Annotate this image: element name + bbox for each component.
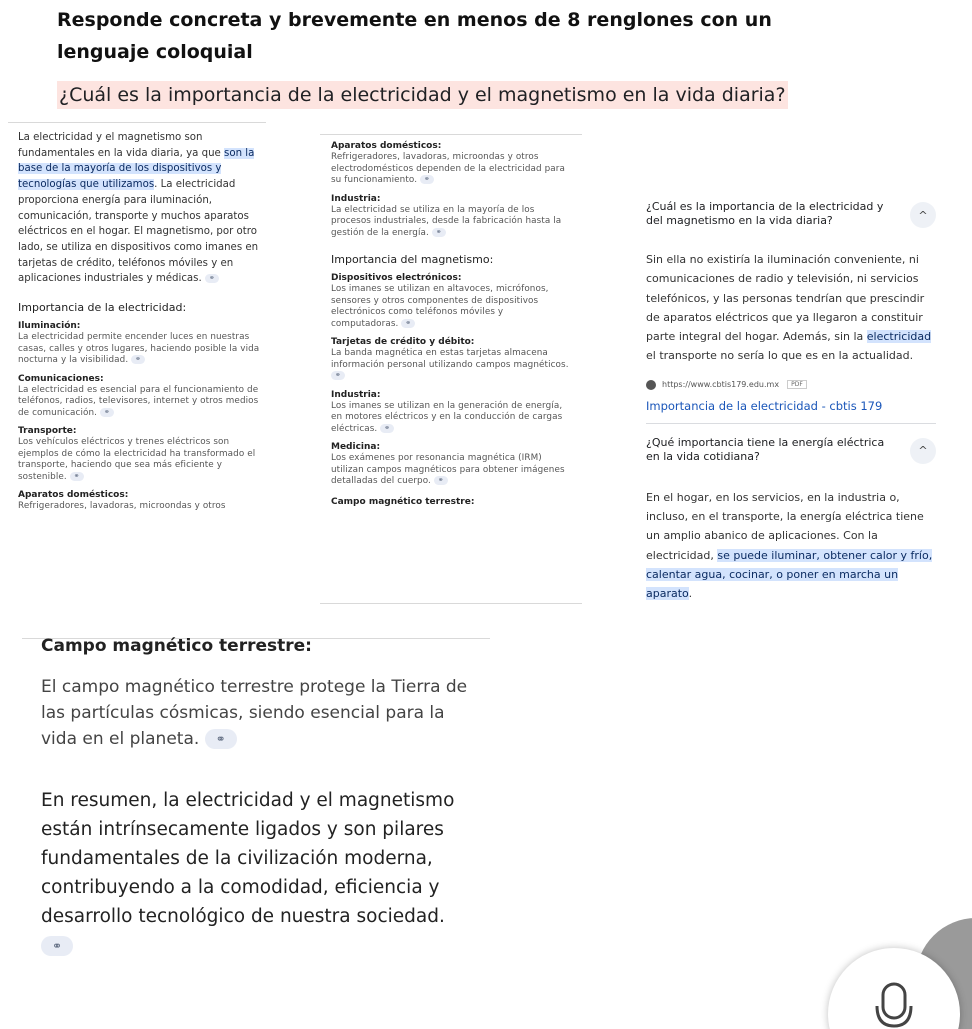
link-icon[interactable]: ⚭ xyxy=(205,729,237,749)
summary-paragraph: En resumen, la electricidad y el magnetismo están intrínsecamente ligados y son pilares fundamentales de la civilización moderna, contribuyendo a la comodidad, eficiencia y desarrollo tecnológico de nuestra sociedad. ⚭ xyxy=(41,786,481,960)
item-title: Tarjetas de crédito y débito: xyxy=(331,337,475,347)
list-item xyxy=(331,140,571,187)
item-text: Los imanes se utilizan en la generación de energía, en motores eléctricos y en la conducción de cargas eléctricas. ⚭ xyxy=(331,400,563,434)
intro-highlight: son la base de la mayoría de los dispositivos y tecnologías que utilizamos xyxy=(18,147,255,191)
link-icon[interactable]: ⚭ xyxy=(100,408,114,417)
list-item xyxy=(331,389,571,436)
chevron-up-icon[interactable]: ^ xyxy=(910,202,936,228)
accordion-answer: Sin ella no existiría la iluminación conveniente, ni comunicaciones de radio y televisión, ni servicios telefónicos, y las personas tendrían que prescindir de aparatos eléctricos que ya llegaron a constituir parte integral del hogar. Además, sin la electricidad el transporte no sería lo que es en la actualidad. xyxy=(646,253,932,363)
list-item xyxy=(331,441,571,488)
link-icon[interactable]: ⚭ xyxy=(131,355,145,364)
item-title: Medicina: xyxy=(331,442,381,452)
item-title: Dispositivos electrónicos: xyxy=(331,273,462,283)
source-link[interactable]: Importancia de la electricidad - cbtis 179 xyxy=(646,398,883,413)
link-icon[interactable]: ⚭ xyxy=(420,175,434,184)
globe-icon xyxy=(646,380,656,390)
item-text: Los vehículos eléctricos y trenes eléctricos son ejemplos de cómo la electricidad ha transformado el transporte, haciendo que sea más eficiente y sostenible. ⚭ xyxy=(18,437,256,482)
section-heading: Importancia de la electricidad: xyxy=(18,301,187,315)
link-icon[interactable]: ⚭ xyxy=(434,476,448,485)
divider xyxy=(320,134,582,135)
divider xyxy=(8,122,266,123)
pdf-badge: PDF xyxy=(787,380,807,389)
answer-highlight: se puede iluminar, obtener calor y frío, calentar agua, cocinar, o poner en marcha un aparato xyxy=(646,548,933,601)
item-text: La electricidad es esencial para el funcionamiento de teléfonos, radios, televisores, internet y otros medios de comunicación. ⚭ xyxy=(18,384,259,418)
item-text: Los imanes se utilizan en altavoces, micrófonos, sensores y otros componentes de dispositivos electrónicos como teléfonos móviles y computadoras. ⚭ xyxy=(331,284,549,329)
link-icon[interactable]: ⚭ xyxy=(401,319,415,328)
bottom-section xyxy=(41,636,481,960)
accordion-answer: En el hogar, en los servicios, en la industria o, incluso, en el transporte, la energía eléctrica tiene un amplio abanico de aplicaciones. Con la electricidad, se puede iluminar, obtener calor y frío, calentar agua, cocinar, o poner en marcha un aparato. xyxy=(646,490,933,601)
list-item xyxy=(18,425,268,483)
link-icon[interactable]: ⚭ xyxy=(41,936,73,956)
item-text: Refrigeradores, lavadoras, microondas y otros xyxy=(18,501,226,512)
item-title: Aparatos domésticos: xyxy=(331,141,442,151)
accordion-header[interactable] xyxy=(646,436,936,464)
accordion-question: ¿Qué importancia tiene la energía eléctrica en la vida cotidiana? xyxy=(646,435,885,463)
accordion-question: ¿Cuál es la importancia de la electricidad y del magnetismo en la vida diaria? xyxy=(646,200,884,227)
answer-column-left xyxy=(18,130,268,513)
item-text: Los exámenes por resonancia magnética (IRM) utilizan campos magnéticos para obtener imágenes detalladas del cuerpo. ⚭ xyxy=(331,453,565,486)
link-icon[interactable]: ⚭ xyxy=(432,228,446,237)
item-title: Industria: xyxy=(331,193,381,204)
answer-highlight: electricidad xyxy=(866,330,932,344)
divider xyxy=(646,423,936,424)
item-text: La banda magnética en estas tarjetas almacena información personal utilizando campos magnéticos. ⚭ xyxy=(331,348,569,379)
list-item xyxy=(331,193,571,240)
item-text: La electricidad permite encender luces en nuestras casas, calles y otros lugares, haciendo posible la vida nocturna y la visibilidad. ⚭ xyxy=(18,332,260,366)
item-title: Transporte: xyxy=(18,426,77,437)
list-item xyxy=(331,336,571,383)
link-icon[interactable]: ⚭ xyxy=(331,371,345,380)
list-item xyxy=(18,373,268,420)
prompt-title: Responde concreta y brevemente en menos de 8 renglones con un lenguaje coloquial xyxy=(57,9,772,63)
accordion-header[interactable] xyxy=(646,200,936,228)
link-icon[interactable]: ⚭ xyxy=(205,274,219,283)
prompt-question: ¿Cuál es la importancia de la electricidad y el magnetismo en la vida diaria? xyxy=(57,81,788,109)
list-item xyxy=(18,320,268,367)
source-url[interactable]: https://www.cbtis179.edu.mx xyxy=(662,380,780,390)
item-title: Iluminación: xyxy=(18,321,81,332)
source-row xyxy=(646,380,936,390)
section-heading: Importancia del magnetismo: xyxy=(331,253,494,266)
item-text: Refrigeradores, lavadoras, microondas y otros electrodomésticos dependen de la electricidad para su funcionamiento. ⚭ xyxy=(331,152,565,185)
list-item xyxy=(331,272,571,330)
intro-text: La electricidad y el magnetismo son fundamentales en la vida diaria, ya que xyxy=(18,132,225,159)
item-title: Campo magnético terrestre: xyxy=(331,496,475,507)
answer-column-middle xyxy=(331,140,571,508)
bottom-heading: Campo magnético terrestre: xyxy=(41,636,312,656)
microphone-icon xyxy=(874,982,914,1029)
intro-paragraph xyxy=(18,130,268,287)
link-icon[interactable]: ⚭ xyxy=(380,424,394,433)
bottom-paragraph: El campo magnético terrestre protege la Tierra de las partículas cósmicas, siendo esencial para la vida en el planeta. ⚭ xyxy=(41,677,468,749)
link-icon[interactable]: ⚭ xyxy=(70,472,84,481)
item-title: Aparatos domésticos: xyxy=(18,490,129,501)
divider xyxy=(320,603,582,604)
answer-column-right xyxy=(646,200,936,604)
item-text: La electricidad se utiliza en la mayoría de los procesos industriales, desde la fabricación hasta la gestión de la energía. ⚭ xyxy=(331,204,562,238)
list-item xyxy=(18,489,268,513)
chevron-up-icon[interactable]: ^ xyxy=(910,438,936,464)
intro-text-end: . La electricidad proporciona energía para iluminación, comunicación, transporte y muchos aparatos eléctricos en el hogar. El magnetismo, por otro lado, se utiliza en dispositivos como imanes en tarjetas de crédito, teléfonos móviles y en aplicaciones industriales y médicas. xyxy=(18,179,259,285)
item-title: Industria: xyxy=(331,389,381,400)
item-title: Comunicaciones: xyxy=(18,373,104,384)
